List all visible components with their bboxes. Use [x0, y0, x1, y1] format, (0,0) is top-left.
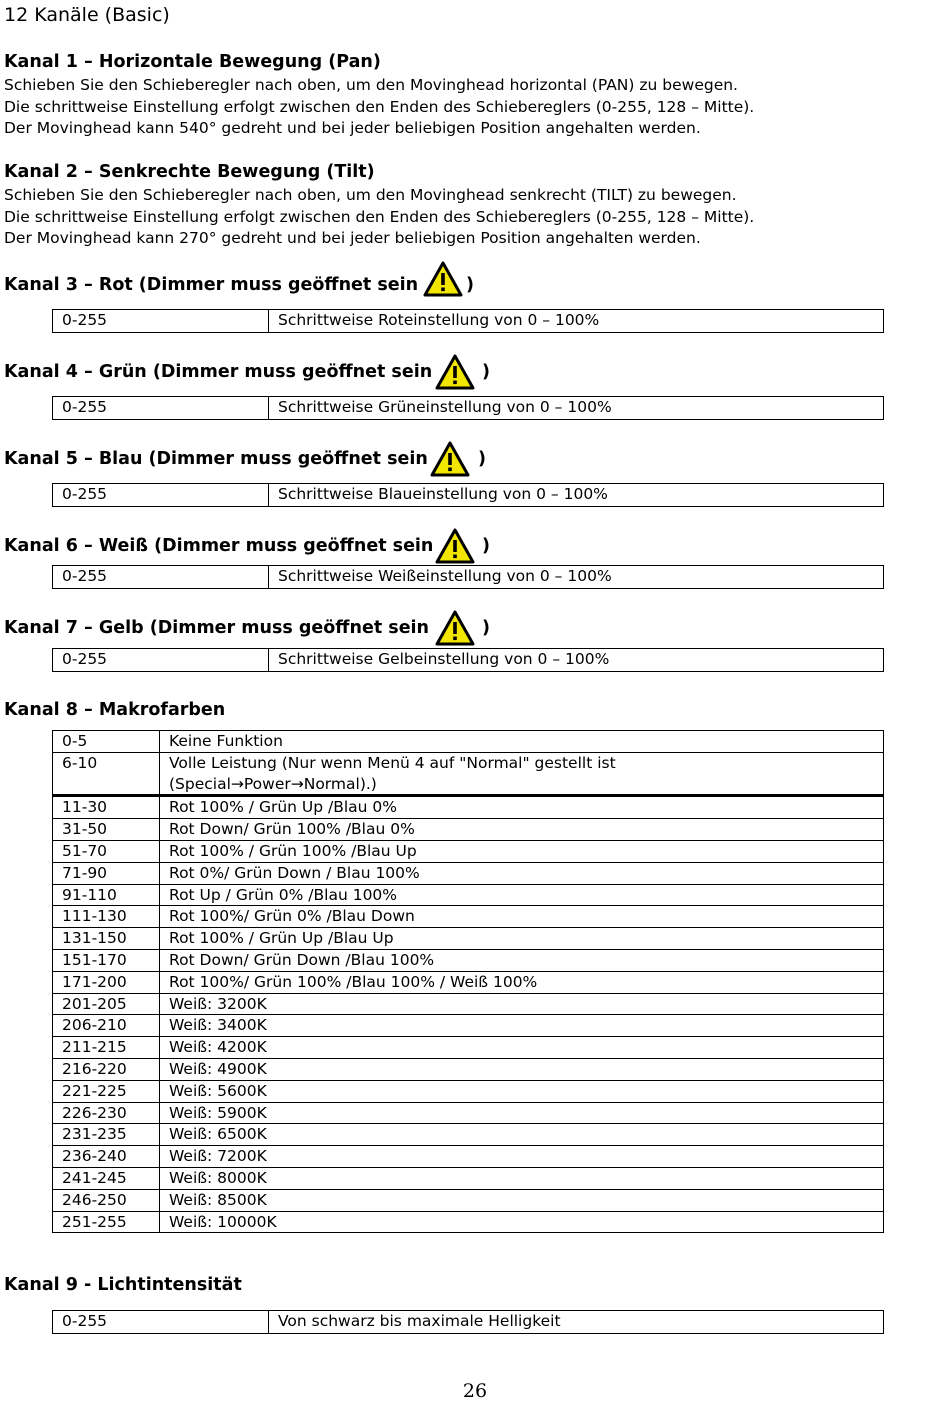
- range-cell: 231-235: [53, 1124, 160, 1146]
- function-cell: Schrittweise Grüneinstellung von 0 – 100%: [269, 397, 884, 420]
- table-row: [53, 1015, 884, 1037]
- table-row: [53, 906, 884, 928]
- channel-5-table: [52, 483, 884, 507]
- range-cell: 51-70: [53, 840, 160, 862]
- function-cell: Weiß: 4900K: [160, 1058, 884, 1080]
- function-cell: Rot 0%/ Grün Down / Blau 100%: [160, 862, 884, 884]
- function-cell: Rot 100%/ Grün 0% /Blau Down: [160, 906, 884, 928]
- range-cell: 221-225: [53, 1080, 160, 1102]
- range-cell: 171-200: [53, 971, 160, 993]
- channel-7-table: [52, 648, 884, 672]
- channel-1-line: Der Movinghead kann 540° gedreht und bei jeder beliebigen Position angehalten werden.: [4, 119, 701, 137]
- channel-6-heading-text: Kanal 6 – Weiß (Dimmer muss geöffnet sein: [4, 536, 434, 556]
- table-row: [53, 949, 884, 971]
- table-row: [53, 1124, 884, 1146]
- function-cell: Rot 100%/ Grün 100% /Blau 100% / Weiß 100%: [160, 971, 884, 993]
- table-row: [53, 840, 884, 862]
- range-cell: 251-255: [53, 1211, 160, 1233]
- function-cell: Schrittweise Blaueinstellung von 0 – 100%: [269, 484, 884, 507]
- channel-4-table: [52, 396, 884, 420]
- range-cell: 31-50: [53, 819, 160, 841]
- channel-2-line: Schieben Sie den Schieberegler nach oben, um den Movinghead senkrecht (TILT) zu bewegen.: [4, 186, 737, 204]
- range-cell: 226-230: [53, 1102, 160, 1124]
- range-cell: 6-10: [53, 752, 160, 796]
- function-cell: Weiß: 5900K: [160, 1102, 884, 1124]
- table-row: [53, 752, 884, 796]
- channel-3-table: [52, 309, 884, 333]
- channel-5-heading-text: Kanal 5 – Blau (Dimmer muss geöffnet sein: [4, 449, 428, 469]
- function-cell: Weiß: 8500K: [160, 1189, 884, 1211]
- warning-triangle-icon: [435, 354, 475, 390]
- range-cell: 131-150: [53, 928, 160, 950]
- function-cell: Rot 100% / Grün 100% /Blau Up: [160, 840, 884, 862]
- channel-2-description: [4, 185, 754, 250]
- channel-8-table: [52, 730, 884, 1233]
- function-cell: Weiß: 10000K: [160, 1211, 884, 1233]
- table-row: [53, 1080, 884, 1102]
- range-cell: 216-220: [53, 1058, 160, 1080]
- table-row: [53, 1311, 884, 1334]
- range-cell: 211-215: [53, 1037, 160, 1059]
- page-number: 26: [462, 1380, 488, 1402]
- range-cell: 11-30: [53, 796, 160, 819]
- range-cell: 151-170: [53, 949, 160, 971]
- table-row: [53, 310, 884, 333]
- function-cell: Rot Down/ Grün 100% /Blau 0%: [160, 819, 884, 841]
- function-cell: Schrittweise Gelbeinstellung von 0 – 100%: [269, 649, 884, 672]
- table-row: [53, 566, 884, 589]
- channel-2-heading: Kanal 2 – Senkrechte Bewegung (Tilt): [4, 162, 375, 182]
- function-cell: Rot Down/ Grün Down /Blau 100%: [160, 949, 884, 971]
- function-line: (Special→Power→Normal).): [169, 774, 377, 793]
- range-cell: 201-205: [53, 993, 160, 1015]
- channel-7-heading-close: ): [482, 618, 490, 638]
- function-cell: [160, 752, 884, 796]
- function-cell: Weiß: 7200K: [160, 1146, 884, 1168]
- table-row: [53, 1102, 884, 1124]
- function-cell: Von schwarz bis maximale Helligkeit: [269, 1311, 884, 1334]
- range-cell: 111-130: [53, 906, 160, 928]
- function-line: Volle Leistung (Nur wenn Menü 4 auf "Normal" gestellt ist: [169, 753, 616, 772]
- channel-1-heading: Kanal 1 – Horizontale Bewegung (Pan): [4, 52, 381, 72]
- table-row: [53, 1146, 884, 1168]
- range-cell: 236-240: [53, 1146, 160, 1168]
- range-cell: 0-255: [53, 1311, 269, 1334]
- function-cell: Weiß: 8000K: [160, 1167, 884, 1189]
- range-cell: 0-255: [53, 397, 269, 420]
- channel-7-heading-text: Kanal 7 – Gelb (Dimmer muss geöffnet sein: [4, 618, 430, 638]
- channel-2-line: Die schrittweise Einstellung erfolgt zwischen den Enden des Schiebereglers (0-255, 128 – Mitte).: [4, 207, 755, 226]
- function-cell: Weiß: 3200K: [160, 993, 884, 1015]
- table-row: [53, 731, 884, 753]
- range-cell: 0-255: [53, 484, 269, 507]
- function-cell: Weiß: 6500K: [160, 1124, 884, 1146]
- table-row: [53, 928, 884, 950]
- table-row: [53, 397, 884, 420]
- page-title: 12 Kanäle (Basic): [4, 4, 170, 26]
- range-cell: 246-250: [53, 1189, 160, 1211]
- channel-4-heading-close: ): [482, 362, 490, 382]
- channel-3-heading-text: Kanal 3 – Rot (Dimmer muss geöffnet sein: [4, 275, 419, 295]
- channel-8-heading: Kanal 8 – Makrofarben: [4, 700, 226, 720]
- range-cell: 0-255: [53, 310, 269, 333]
- table-row: [53, 1211, 884, 1233]
- table-row: [53, 484, 884, 507]
- function-cell: Weiß: 4200K: [160, 1037, 884, 1059]
- channel-6-table: [52, 565, 884, 589]
- range-cell: 0-255: [53, 649, 269, 672]
- function-cell: Schrittweise Roteinstellung von 0 – 100%: [269, 310, 884, 333]
- function-cell: Keine Funktion: [160, 731, 884, 753]
- table-row: [53, 649, 884, 672]
- warning-triangle-icon: [423, 261, 463, 297]
- warning-triangle-icon: [430, 441, 470, 477]
- channel-9-table: [52, 1310, 884, 1334]
- table-row: [53, 1189, 884, 1211]
- channel-4-heading-text: Kanal 4 – Grün (Dimmer muss geöffnet sein: [4, 362, 433, 382]
- range-cell: 91-110: [53, 884, 160, 906]
- range-cell: 0-5: [53, 731, 160, 753]
- warning-triangle-icon: [435, 528, 475, 564]
- function-cell: Rot Up / Grün 0% /Blau 100%: [160, 884, 884, 906]
- channel-1-line: Die schrittweise Einstellung erfolgt zwischen den Enden des Schiebereglers (0-255, 128 – Mitte).: [4, 97, 755, 116]
- range-cell: 241-245: [53, 1167, 160, 1189]
- channel-1-line: Schieben Sie den Schieberegler nach oben, um den Movinghead horizontal (PAN) zu bewegen.: [4, 76, 738, 94]
- table-row: [53, 1058, 884, 1080]
- function-cell: Weiß: 3400K: [160, 1015, 884, 1037]
- table-row: [53, 884, 884, 906]
- warning-triangle-icon: [435, 610, 475, 646]
- function-cell: Weiß: 5600K: [160, 1080, 884, 1102]
- table-row: [53, 993, 884, 1015]
- channel-3-heading-close: ): [466, 275, 474, 295]
- range-cell: 71-90: [53, 862, 160, 884]
- table-row: [53, 796, 884, 819]
- function-cell: Schrittweise Weißeinstellung von 0 – 100%: [269, 566, 884, 589]
- table-row: [53, 862, 884, 884]
- channel-5-heading-close: ): [478, 449, 486, 469]
- function-cell: Rot 100% / Grün Up /Blau 0%: [160, 796, 884, 819]
- table-row: [53, 971, 884, 993]
- channel-6-heading-close: ): [482, 536, 490, 556]
- channel-9-heading: Kanal 9 - Lichtintensität: [4, 1275, 242, 1295]
- range-cell: 206-210: [53, 1015, 160, 1037]
- channel-2-line: Der Movinghead kann 270° gedreht und bei jeder beliebigen Position angehalten werden.: [4, 229, 701, 247]
- table-row: [53, 819, 884, 841]
- table-row: [53, 1037, 884, 1059]
- channel-1-description: [4, 75, 754, 140]
- range-cell: 0-255: [53, 566, 269, 589]
- table-row: [53, 1167, 884, 1189]
- function-cell: Rot 100% / Grün Up /Blau Up: [160, 928, 884, 950]
